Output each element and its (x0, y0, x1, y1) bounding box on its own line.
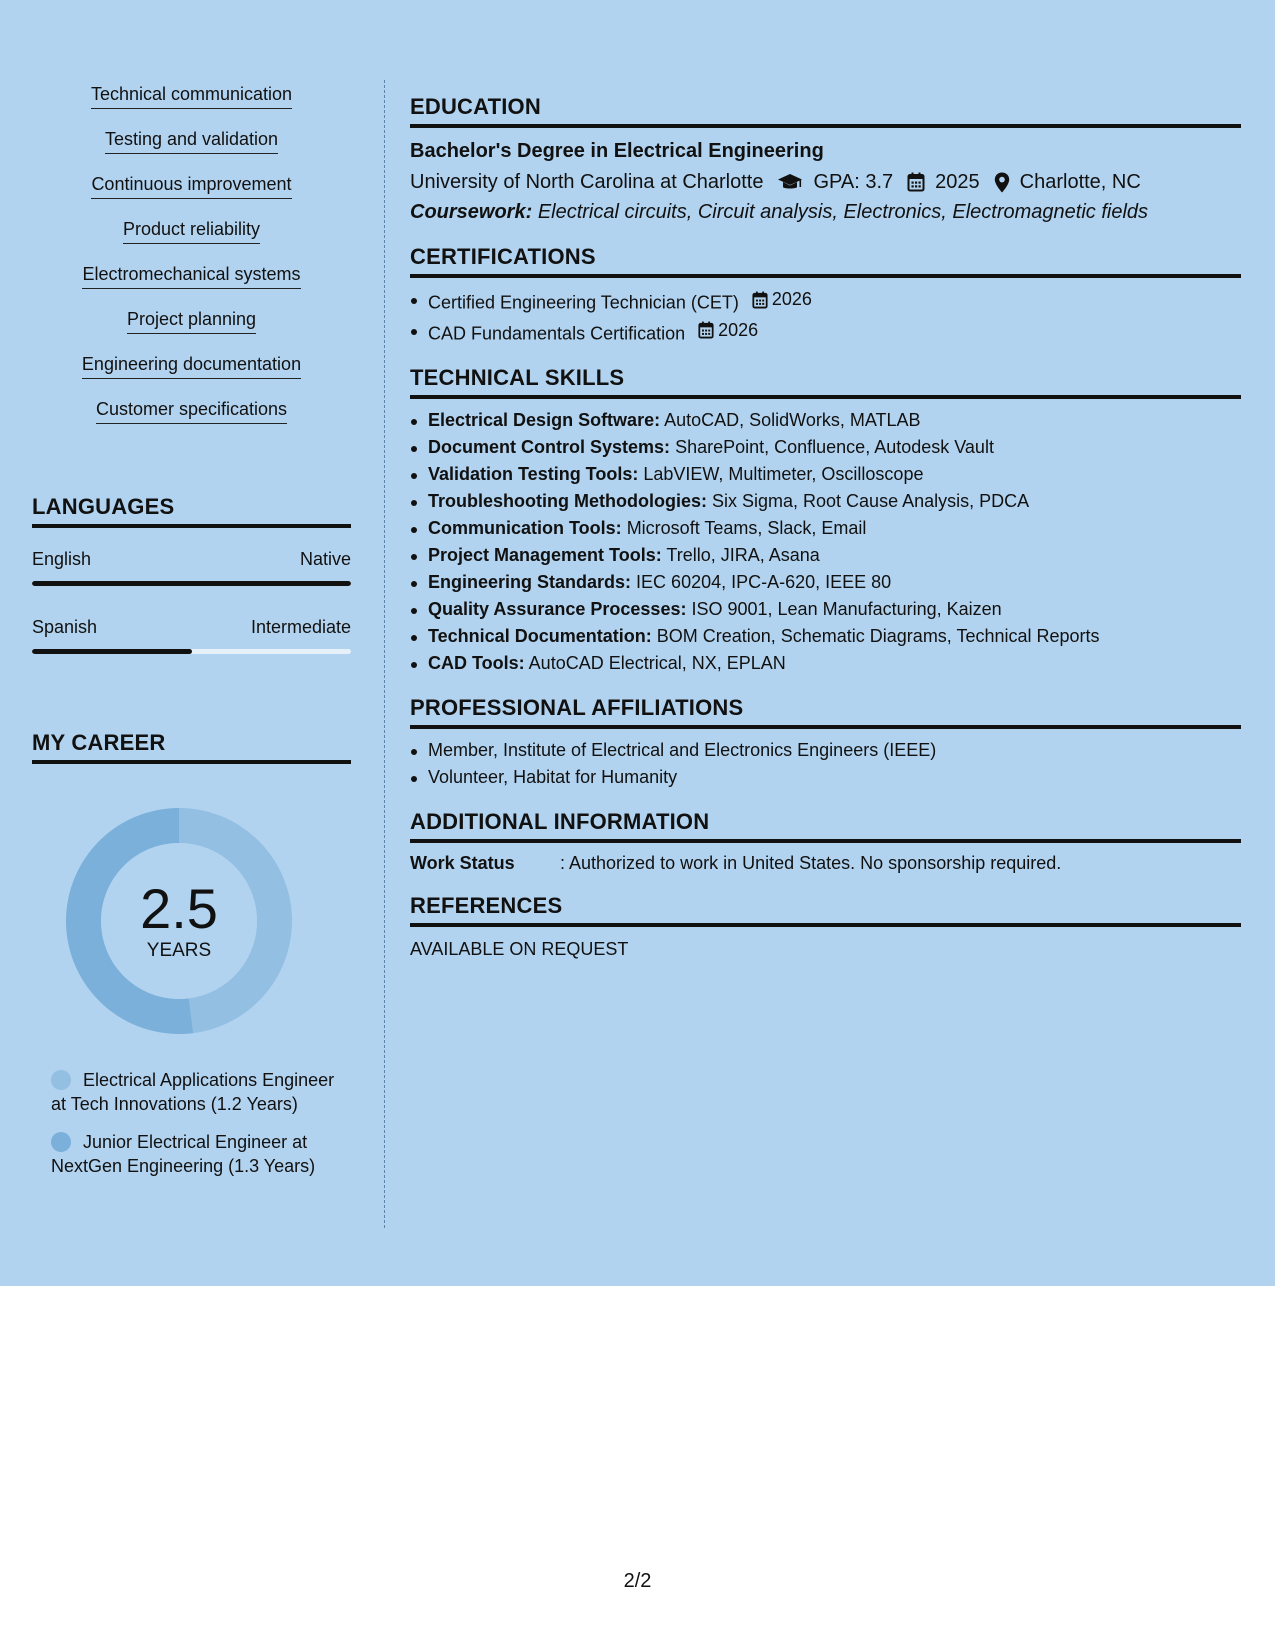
certification-year: 2026 (718, 319, 759, 340)
legend-item: Junior Electrical Engineer at NextGen Engineering (1.3 Years) (51, 1132, 316, 1176)
technical-skill-item: Technical Documentation: BOM Creation, Schematic Diagrams, Technical Reports (410, 623, 1241, 650)
language-name: Spanish (32, 617, 98, 637)
legend-dot (51, 1132, 71, 1152)
certifications-title: CERTIFICATIONS (410, 244, 1241, 278)
coursework (410, 198, 1241, 226)
skill-item: Technical communication (32, 82, 351, 127)
language-bar (32, 581, 351, 586)
languages-title: LANGUAGES (32, 494, 351, 528)
language-level: Intermediate (250, 617, 351, 637)
references-section (410, 893, 1241, 961)
career-donut-chart (66, 808, 292, 1034)
references-text: AVAILABLE ON REQUEST (410, 939, 629, 959)
technical-skill-item: Project Management Tools: Trello, JIRA, Asana (410, 542, 1241, 569)
references-title: REFERENCES (410, 893, 1241, 927)
technical-skill-item: Communication Tools: Microsoft Teams, Slack, Email (410, 515, 1241, 542)
technical-skill-item: Document Control Systems: SharePoint, Confluence, Autodesk Vault (410, 434, 1241, 461)
skill-item: Testing and validation (32, 127, 351, 172)
affiliation-item: Volunteer, Habitat for Humanity (410, 764, 1241, 791)
career-title: MY CAREER (32, 730, 351, 764)
page-number: 2/2 (623, 1570, 652, 1592)
work-status-label: Work Status (410, 853, 515, 873)
work-status-row (410, 851, 1241, 875)
map-pin-icon (994, 172, 1010, 193)
career-total-value: 2.5 (140, 877, 218, 940)
education-meta (410, 168, 1241, 196)
degree-title: Bachelor's Degree in Electrical Engineering (410, 140, 824, 162)
affiliations-list (410, 737, 1241, 791)
school-name: University of North Carolina at Charlotte (410, 171, 764, 193)
technical-skill-item: Quality Assurance Processes: ISO 9001, Lean Manufacturing, Kaizen (410, 596, 1241, 623)
skill-item: Customer specifications (32, 397, 351, 442)
affiliations-section (410, 695, 1241, 791)
certifications-list (410, 286, 1241, 347)
certification-item: CAD Fundamentals Certification 2026 (410, 317, 1241, 348)
technical-skill-item: Electrical Design Software: AutoCAD, SolidWorks, MATLAB (410, 407, 1241, 434)
language-item (32, 548, 351, 586)
calendar-icon (698, 321, 714, 339)
graduation-year: 2025 (935, 171, 980, 193)
calendar-icon (752, 291, 768, 309)
school-location: Charlotte, NC (1019, 171, 1141, 193)
language-bar (32, 649, 351, 654)
additional-info-title: ADDITIONAL INFORMATION (410, 809, 1241, 843)
career-section (32, 730, 351, 1178)
skill-item: Product reliability (32, 217, 351, 262)
technical-skills-list (410, 407, 1241, 677)
certification-item: Certified Engineering Technician (CET) 2026 (410, 286, 1241, 317)
career-total-label: YEARS (146, 940, 212, 961)
legend-dot (51, 1070, 71, 1090)
gpa: GPA: 3.7 (813, 171, 894, 193)
language-level: Native (299, 549, 351, 569)
technical-skill-item: CAD Tools: AutoCAD Electrical, NX, EPLAN (410, 650, 1241, 677)
education-title: EDUCATION (410, 94, 1241, 128)
affiliation-item: Member, Institute of Electrical and Electronics Engineers (IEEE) (410, 737, 1241, 764)
certification-year: 2026 (771, 289, 812, 309)
legend-item: Electrical Applications Engineer at Tech Innovations (1.2 Years) (51, 1070, 335, 1114)
additional-info-section (410, 809, 1241, 875)
affiliations-title: PROFESSIONAL AFFILIATIONS (410, 695, 1241, 729)
language-bar-fill (32, 649, 192, 654)
language-name: English (32, 549, 92, 569)
skill-item: Project planning (32, 307, 351, 352)
languages-section (32, 494, 351, 654)
skills-list (32, 82, 351, 442)
technical-skill-item: Engineering Standards: IEC 60204, IPC-A-620, IEEE 80 (410, 569, 1241, 596)
technical-skills-section (410, 365, 1241, 677)
career-legend (32, 1068, 351, 1178)
right-column (410, 94, 1241, 979)
column-divider (384, 80, 385, 1228)
technical-skills-title: TECHNICAL SKILLS (410, 365, 1241, 399)
technical-skill-item: Validation Testing Tools: LabVIEW, Multimeter, Oscilloscope (410, 461, 1241, 488)
coursework-value: Electrical circuits, Circuit analysis, Electronics, Electromagnetic fields (537, 201, 1149, 223)
work-status-value: : Authorized to work in United States. No sponsorship required. (560, 853, 1062, 873)
left-column (32, 82, 351, 1178)
technical-skill-item: Troubleshooting Methodologies: Six Sigma, Root Cause Analysis, PDCA (410, 488, 1241, 515)
education-section (410, 94, 1241, 226)
skill-item: Engineering documentation (32, 352, 351, 397)
calendar-icon (907, 172, 925, 192)
skill-item: Electromechanical systems (32, 262, 351, 307)
coursework-label: Coursework: (410, 201, 533, 223)
language-item (32, 616, 351, 654)
graduation-cap-icon (777, 172, 803, 192)
skill-item: Continuous improvement (32, 172, 351, 217)
certifications-section (410, 244, 1241, 347)
language-bar-fill (32, 581, 351, 586)
